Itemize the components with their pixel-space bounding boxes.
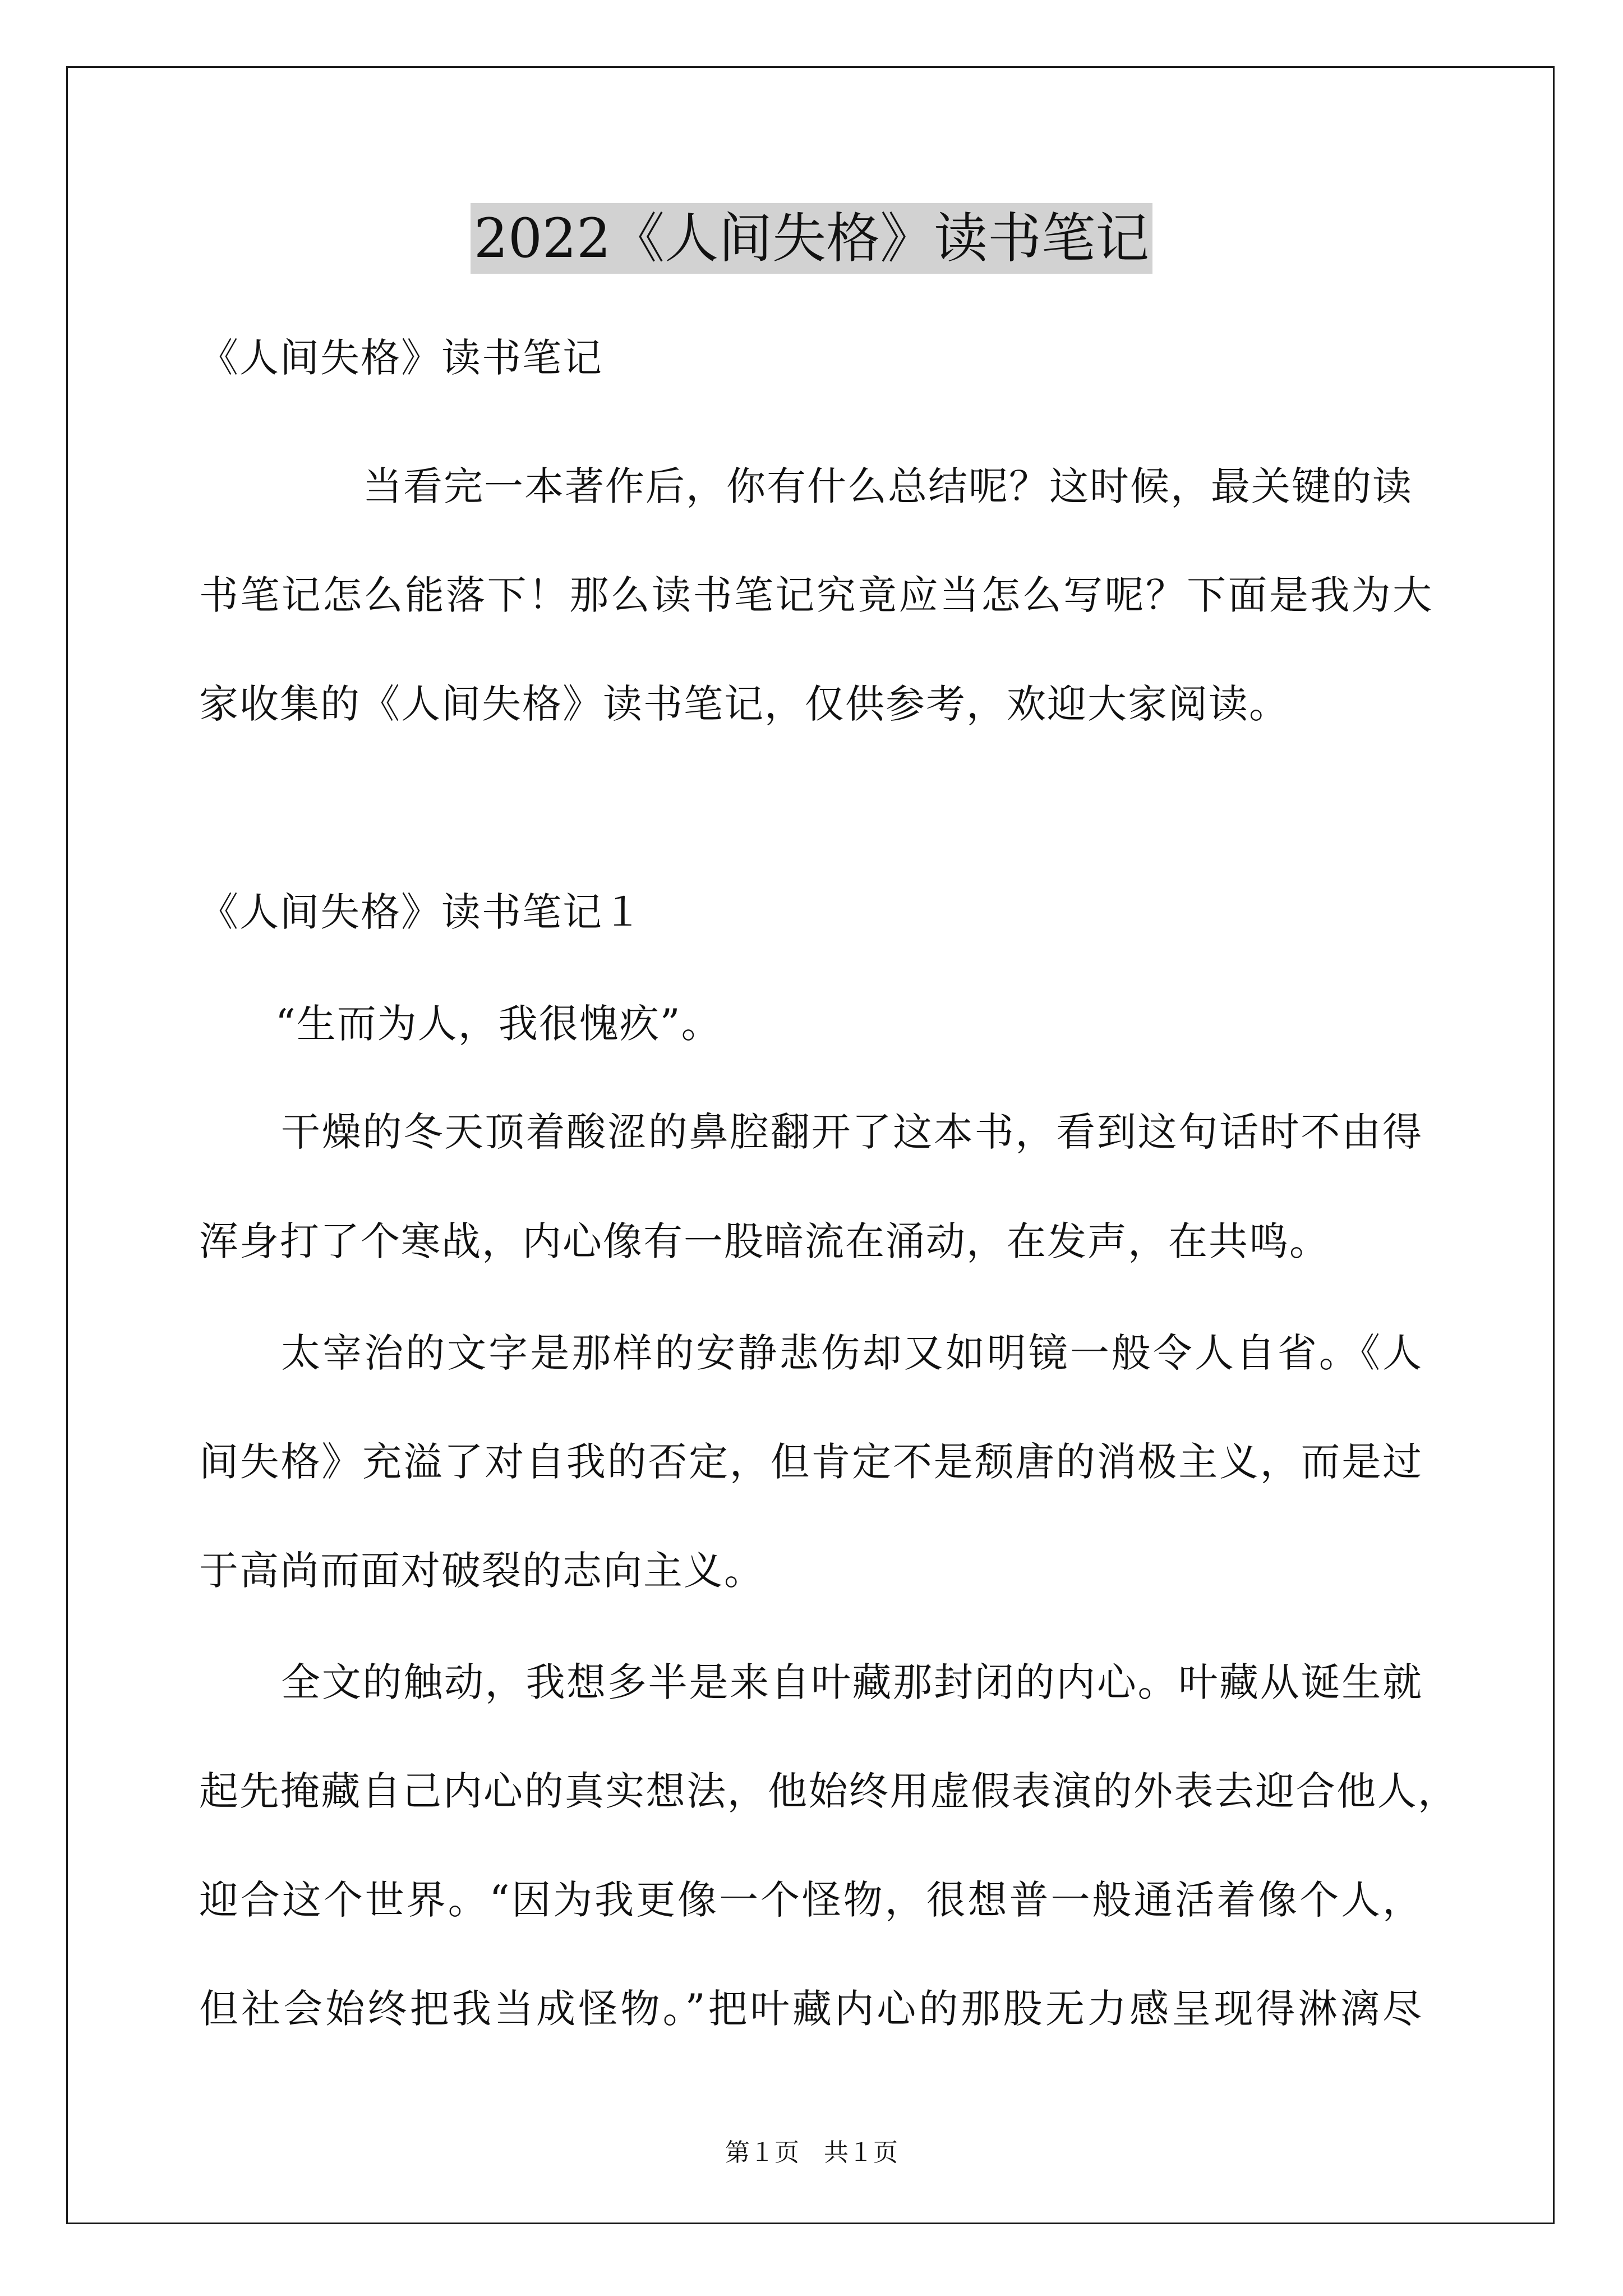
- paragraph-line: 书笔记怎么能落下！那么读书笔记究竟应当怎么写呢？下面是我为大: [199, 572, 1433, 618]
- paragraph-line: 当看完一本著作后，你有什么总结呢？这时候，最关键的读: [363, 463, 1413, 509]
- page-footer: 第１页 共１页: [725, 2138, 898, 2167]
- paragraph-line: 于高尚而面对破裂的志向主义。: [199, 1548, 764, 1594]
- paragraph-line: 但社会始终把我当成怪物。”把叶藏内心的那股无力感呈现得淋漓尽: [199, 1986, 1423, 2032]
- paragraph-line: 间失格》充溢了对自我的否定，但肯定不是颓唐的消极主义，而是过: [199, 1439, 1423, 1485]
- paragraph-line: “生而为人，我很愧疚”。: [275, 1001, 722, 1047]
- paragraph-line: 太宰治的文字是那样的安静悲伤却又如明镜一般令人自省。《人: [281, 1330, 1423, 1376]
- paragraph-line: 浑身打了个寒战，内心像有一股暗流在涌动，在发声，在共鸣。: [199, 1218, 1330, 1264]
- paragraph-line: 迎合这个世界。“因为我更像一个怪物，很想普一般通活着像个人，: [199, 1877, 1423, 1923]
- paragraph-line: 干燥的冬天顶着酸涩的鼻腔翻开了这本书，看到这句话时不由得: [281, 1109, 1423, 1155]
- paragraph-line: 起先掩藏自己内心的真实想法，他始终用虚假表演的外表去迎合他人，: [199, 1768, 1458, 1814]
- paragraph-line: 家收集的《人间失格》读书笔记，仅供参考，欢迎大家阅读。: [199, 681, 1289, 727]
- paragraph-line: 全文的触动，我想多半是来自叶藏那封闭的内心。叶藏从诞生就: [281, 1659, 1423, 1705]
- subtitle-line: 《人间失格》读书笔记: [199, 335, 603, 381]
- document-title: 2022《人间失格》读书笔记: [471, 203, 1152, 274]
- document-title-wrap: [0, 203, 1623, 274]
- section-heading: 《人间失格》读书笔记１: [199, 889, 643, 935]
